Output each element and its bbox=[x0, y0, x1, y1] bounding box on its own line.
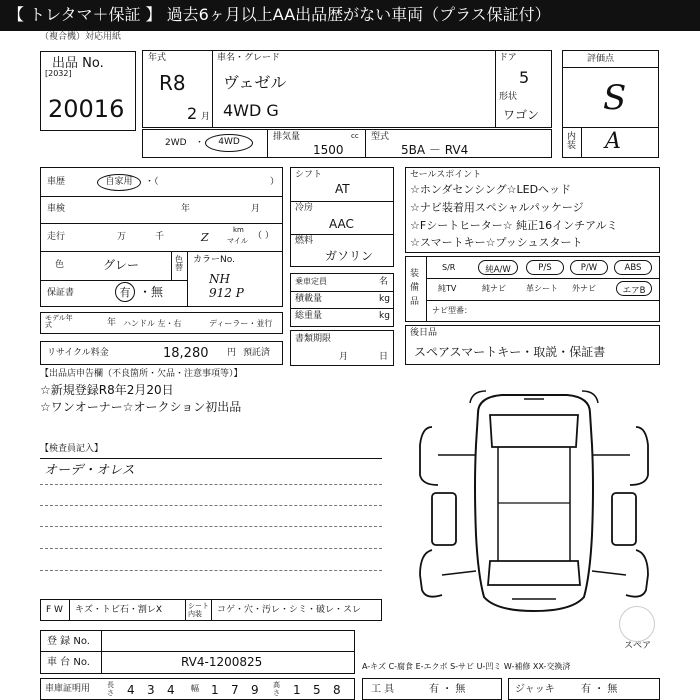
lot-box bbox=[40, 51, 136, 131]
length-d1: 4 bbox=[127, 683, 135, 697]
jack-label: ジャッキ bbox=[515, 684, 555, 695]
score-label: 評価点 bbox=[587, 54, 615, 64]
mileage-man: 万 bbox=[117, 232, 127, 242]
vehicle-header-box bbox=[142, 50, 552, 128]
capacity-unit: 名 bbox=[379, 277, 389, 287]
mileage-mile: マイル bbox=[227, 237, 248, 245]
month-mark: 月 bbox=[201, 112, 211, 122]
model-value: 5BA － RV4 bbox=[401, 143, 469, 157]
model-label: 型式 bbox=[371, 132, 390, 142]
vehicle-grade: 4WD G bbox=[223, 101, 279, 120]
height-d2: 5 bbox=[313, 683, 321, 697]
warranty-nashi: ・無 bbox=[139, 285, 164, 299]
ac-value: AAC bbox=[329, 217, 354, 231]
inspector-note: オーデ・オレス bbox=[44, 463, 135, 478]
car-damage-diagram bbox=[412, 385, 662, 620]
sales-point-1: ☆ホンダセンシング☆LEDヘッド bbox=[410, 183, 572, 196]
disp-unit: cc bbox=[351, 132, 359, 140]
warranty-circle bbox=[115, 282, 135, 302]
equipment-label: 装備品 bbox=[410, 269, 420, 307]
jack-value: 有 ・ 無 bbox=[581, 684, 618, 695]
tools-value: 有 ・ 無 bbox=[429, 684, 466, 695]
shaken-month: 月 bbox=[251, 204, 261, 214]
recycle-box bbox=[40, 341, 283, 365]
drive-row bbox=[142, 129, 552, 158]
seat-label: シート内装 bbox=[188, 602, 209, 618]
shaken-year: 年 bbox=[181, 204, 191, 214]
history-table bbox=[40, 167, 283, 307]
weight-label: 総重量 bbox=[295, 311, 323, 321]
after-value: スペアスマートキー・取説・保証書 bbox=[414, 345, 606, 359]
equip-aw-circle bbox=[478, 260, 518, 275]
equip-navi: 純ナビ bbox=[482, 284, 506, 293]
interior-label: 内装 bbox=[567, 132, 577, 151]
mileage-label: 走行 bbox=[47, 232, 66, 242]
equip-ps: P/S bbox=[538, 263, 552, 273]
rekirow-paren: ・（ bbox=[145, 177, 159, 187]
model-row-dealer: ディーラー・並行 bbox=[209, 319, 273, 328]
dimensions-box bbox=[40, 678, 355, 700]
doc-label: 書類期限 bbox=[295, 334, 332, 344]
drive-4wd: 4WD bbox=[218, 137, 240, 147]
equip-sr: S/R bbox=[442, 263, 456, 272]
doc-unit2: 日 bbox=[379, 352, 389, 362]
length-d2: 3 bbox=[147, 683, 155, 697]
interior-value: A bbox=[605, 129, 621, 154]
mileage-sen: 千 bbox=[155, 232, 165, 242]
fuel-label: 燃料 bbox=[295, 236, 314, 246]
name-grade-label: 車名・グレード bbox=[217, 53, 281, 63]
height-d3: 8 bbox=[333, 683, 341, 697]
mileage-km: km bbox=[233, 226, 244, 234]
length-d3: 4 bbox=[167, 683, 175, 697]
lot-code: [2032] bbox=[45, 69, 72, 78]
load-unit: kg bbox=[379, 294, 390, 304]
drive-2wd: 2WD bbox=[165, 138, 187, 148]
score-box bbox=[562, 50, 659, 158]
lot-number: 20016 bbox=[48, 95, 125, 123]
equip-pw: P/W bbox=[580, 263, 598, 273]
corner-note: （複合機）対応用紙 bbox=[40, 32, 122, 42]
model-row-label: モデル年式 bbox=[45, 314, 73, 329]
damage-legend: A-キズ C-腐食 E-エクボ S-サビ U-凹ミ W-補修 XX-交換済 bbox=[362, 662, 571, 671]
warranty-ari: 有 bbox=[119, 286, 131, 299]
after-box bbox=[405, 325, 660, 365]
drive-4wd-circle bbox=[205, 134, 253, 152]
model-year-row bbox=[40, 312, 283, 334]
equip-extnavi: 外ナビ bbox=[572, 284, 596, 293]
equip-leather: 革シート bbox=[526, 284, 558, 293]
color-no-value: NH 912 P bbox=[209, 272, 244, 300]
length-label: 長さ bbox=[107, 681, 114, 697]
body-label: 形状 bbox=[499, 92, 518, 102]
tools-box bbox=[362, 678, 502, 700]
model-row-year: 年 bbox=[107, 318, 117, 328]
height-d1: 1 bbox=[293, 683, 301, 697]
year-era: R8 bbox=[159, 71, 186, 95]
color-value: グレー bbox=[103, 258, 140, 272]
inspector-label: 【検査員記入】 bbox=[40, 444, 104, 454]
fuel-value: ガソリン bbox=[325, 249, 374, 263]
drive-sep: ・ bbox=[195, 138, 205, 148]
doc-box bbox=[290, 330, 394, 366]
equip-abs: ABS bbox=[624, 263, 642, 273]
chassis-label: 車 台 No. bbox=[47, 657, 90, 668]
notes-line-2: ☆ワンオーナー☆オークション初出品 bbox=[40, 400, 242, 414]
disp-value: 1500 bbox=[313, 143, 344, 157]
warranty-label: 保証書 bbox=[47, 288, 75, 298]
seat-text: コゲ・穴・汚レ・シミ・破レ・スレ bbox=[217, 605, 362, 615]
width-d3: 9 bbox=[251, 683, 259, 697]
recycle-unit: 円 bbox=[227, 348, 237, 358]
equipment-box bbox=[405, 256, 660, 322]
width-d2: 7 bbox=[231, 683, 239, 697]
doors-value: 5 bbox=[519, 68, 530, 87]
rekirow-circle bbox=[97, 174, 141, 191]
recycle-note: 預託済 bbox=[243, 348, 271, 358]
sales-point-4: ☆スマートキー☆プッシュスタート bbox=[410, 236, 583, 249]
equip-aw: 純A/W bbox=[485, 265, 511, 275]
defects-row bbox=[40, 599, 382, 621]
equip-airbag-circle bbox=[616, 281, 652, 296]
after-label: 後日品 bbox=[410, 328, 438, 338]
registration-box bbox=[40, 630, 355, 674]
navi-label: ナビ型番： bbox=[432, 306, 472, 315]
tools-label: 工 具 bbox=[371, 684, 395, 695]
fw-text: キズ・トビ石・割レX bbox=[75, 605, 162, 615]
body-value: ワゴン bbox=[503, 108, 540, 122]
equip-pw-circle bbox=[570, 260, 608, 275]
sales-box bbox=[405, 167, 660, 253]
mileage-paren: （ ） bbox=[253, 231, 274, 241]
ac-label: 冷房 bbox=[295, 203, 314, 213]
shift-value: AT bbox=[335, 182, 350, 196]
height-label: 高さ bbox=[273, 681, 280, 697]
shaken-label: 車検 bbox=[47, 204, 66, 214]
banner-text: 【 トレタマ＋保証 】 過去6ヶ月以上AA出品歴がない車両（プラス保証付） bbox=[8, 5, 551, 24]
model-row-handle: ハンドル 左・右 bbox=[123, 319, 182, 328]
dimensions-label: 車庫証明用 bbox=[45, 684, 91, 694]
doc-unit: 月 bbox=[339, 352, 349, 362]
equip-ps-circle bbox=[526, 260, 564, 275]
sales-point-3: ☆Fシートヒーター☆ 純正16インチアルミ bbox=[410, 219, 618, 232]
fw-label: F W bbox=[46, 605, 63, 615]
equip-airbag: エアB bbox=[622, 286, 646, 296]
score-value: S bbox=[603, 78, 627, 118]
equip-abs-circle bbox=[614, 260, 652, 275]
notes-header: 【出品店申告欄（不良箇所・欠品・注意事項等）】 bbox=[40, 369, 243, 379]
sales-label: セールスポイント bbox=[410, 170, 482, 180]
notes-line-1: ☆新規登録R8年2月20日 bbox=[40, 383, 174, 397]
color-change: 色替 bbox=[175, 255, 183, 272]
capacity-box bbox=[290, 273, 394, 327]
disp-label: 排気量 bbox=[273, 132, 301, 142]
jack-box bbox=[508, 678, 660, 700]
color-label: 色 bbox=[55, 260, 65, 270]
recycle-value: 18,280 bbox=[163, 346, 209, 361]
vehicle-name: ヴェゼル bbox=[223, 73, 287, 92]
shift-box bbox=[290, 167, 394, 267]
equip-tv: 純TV bbox=[438, 284, 457, 293]
load-label: 積載量 bbox=[295, 294, 323, 304]
spare-label: スペア bbox=[624, 641, 652, 651]
weight-unit: kg bbox=[379, 311, 390, 321]
width-label: 幅 bbox=[191, 684, 199, 693]
width-d1: 1 bbox=[211, 683, 219, 697]
doors-label: ドア bbox=[499, 53, 517, 63]
shift-label: シフト bbox=[295, 170, 323, 180]
lot-label: 出品 No. bbox=[52, 56, 104, 71]
rekirow-label: 車歴 bbox=[47, 177, 66, 187]
capacity-label: 乗車定員 bbox=[295, 277, 327, 286]
year-month: 2 bbox=[187, 104, 198, 123]
reg-label: 登 録 No. bbox=[47, 636, 90, 647]
chassis-value: RV4-1200825 bbox=[181, 655, 263, 669]
top-banner bbox=[0, 0, 700, 31]
color-no-label: カラーNo. bbox=[193, 255, 235, 265]
recycle-label: リサイクル料金 bbox=[47, 348, 109, 358]
rekirow-paren-close: ） bbox=[270, 177, 280, 187]
spare-tire-icon bbox=[619, 606, 655, 642]
year-label: 年式 bbox=[148, 53, 167, 63]
rekirow-value: 自家用 bbox=[105, 177, 133, 187]
sales-point-2: ☆ナビ装着用スペシャルパッケージ bbox=[410, 201, 584, 214]
mileage-handwritten: Z bbox=[201, 231, 209, 244]
